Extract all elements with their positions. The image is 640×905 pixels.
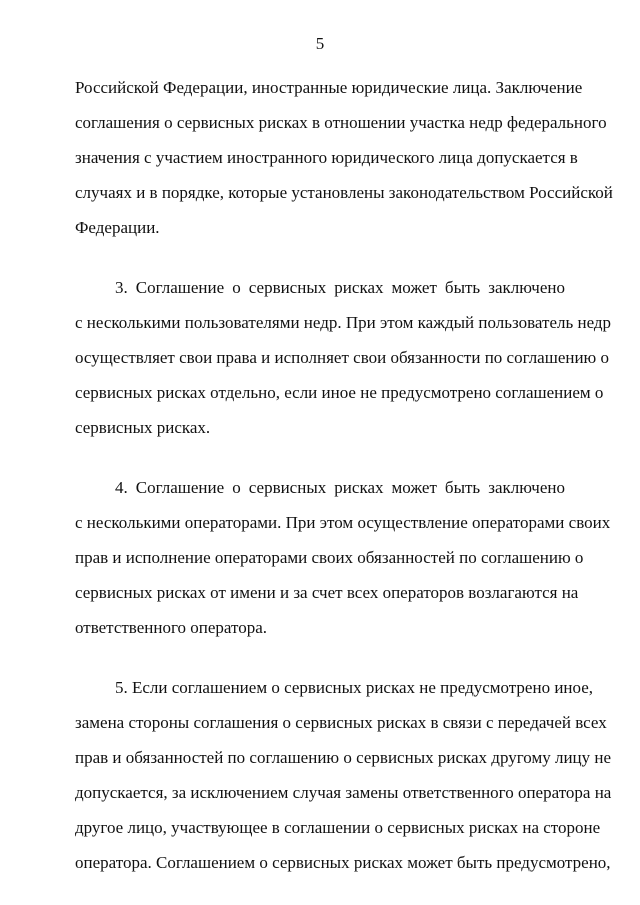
document-body xyxy=(75,70,613,880)
text-line: 3. Соглашение о сервисных рисках может быть заключено xyxy=(115,278,565,297)
paragraph-spacer xyxy=(75,445,565,470)
text-line: прав и обязанностей по соглашению о сервисных рисках другому лицу не xyxy=(75,748,612,767)
text-line: осуществляет свои права и исполняет свои обязанности по соглашению о xyxy=(75,348,610,367)
paragraph-item-3 xyxy=(75,270,612,445)
text-line: сервисных рисках отдельно, если иное не предусмотрено соглашением о xyxy=(75,383,604,402)
text-line: оператора. Соглашением о сервисных рисках может быть предусмотрено, xyxy=(75,853,611,872)
text-line: случаях и в порядке, которые установлены законодательством Российской xyxy=(75,183,613,202)
text-line: замена стороны соглашения о сервисных рисках в связи с передачей всех xyxy=(75,713,607,732)
text-line: Федерации. xyxy=(75,218,160,237)
text-line: допускается, за исключением случая замены ответственного оператора на xyxy=(75,783,612,802)
paragraph-spacer xyxy=(75,245,565,270)
text-line: Российской Федерации, иностранные юридические лица. Заключение xyxy=(75,78,583,97)
text-line: прав и исполнение операторами своих обязанностей по соглашению о xyxy=(75,548,584,567)
paragraph-item-4 xyxy=(75,470,611,645)
text-line: 5. Если соглашением о сервисных рисках не предусмотрено иное, xyxy=(115,678,594,697)
paragraph-spacer xyxy=(75,645,565,670)
text-line: соглашения о сервисных рисках в отношении участка недр федерального xyxy=(75,113,607,132)
text-line: сервисных рисках от имени и за счет всех операторов возлагаются на xyxy=(75,583,579,602)
text-line: 4. Соглашение о сервисных рисках может быть заключено xyxy=(115,478,565,497)
text-line: другое лицо, участвующее в соглашении о сервисных рисках на стороне xyxy=(75,818,601,837)
paragraph xyxy=(75,70,613,245)
text-line: с несколькими операторами. При этом осуществление операторами своих xyxy=(75,513,611,532)
page-number: 5 xyxy=(315,34,325,53)
paragraph-item-5 xyxy=(75,670,612,880)
text-line: с несколькими пользователями недр. При этом каждый пользователь недр xyxy=(75,313,612,332)
text-line: значения с участием иностранного юридического лица допускается в xyxy=(75,148,578,167)
text-line: ответственного оператора. xyxy=(75,618,268,637)
text-line: сервисных рисках. xyxy=(75,418,211,437)
